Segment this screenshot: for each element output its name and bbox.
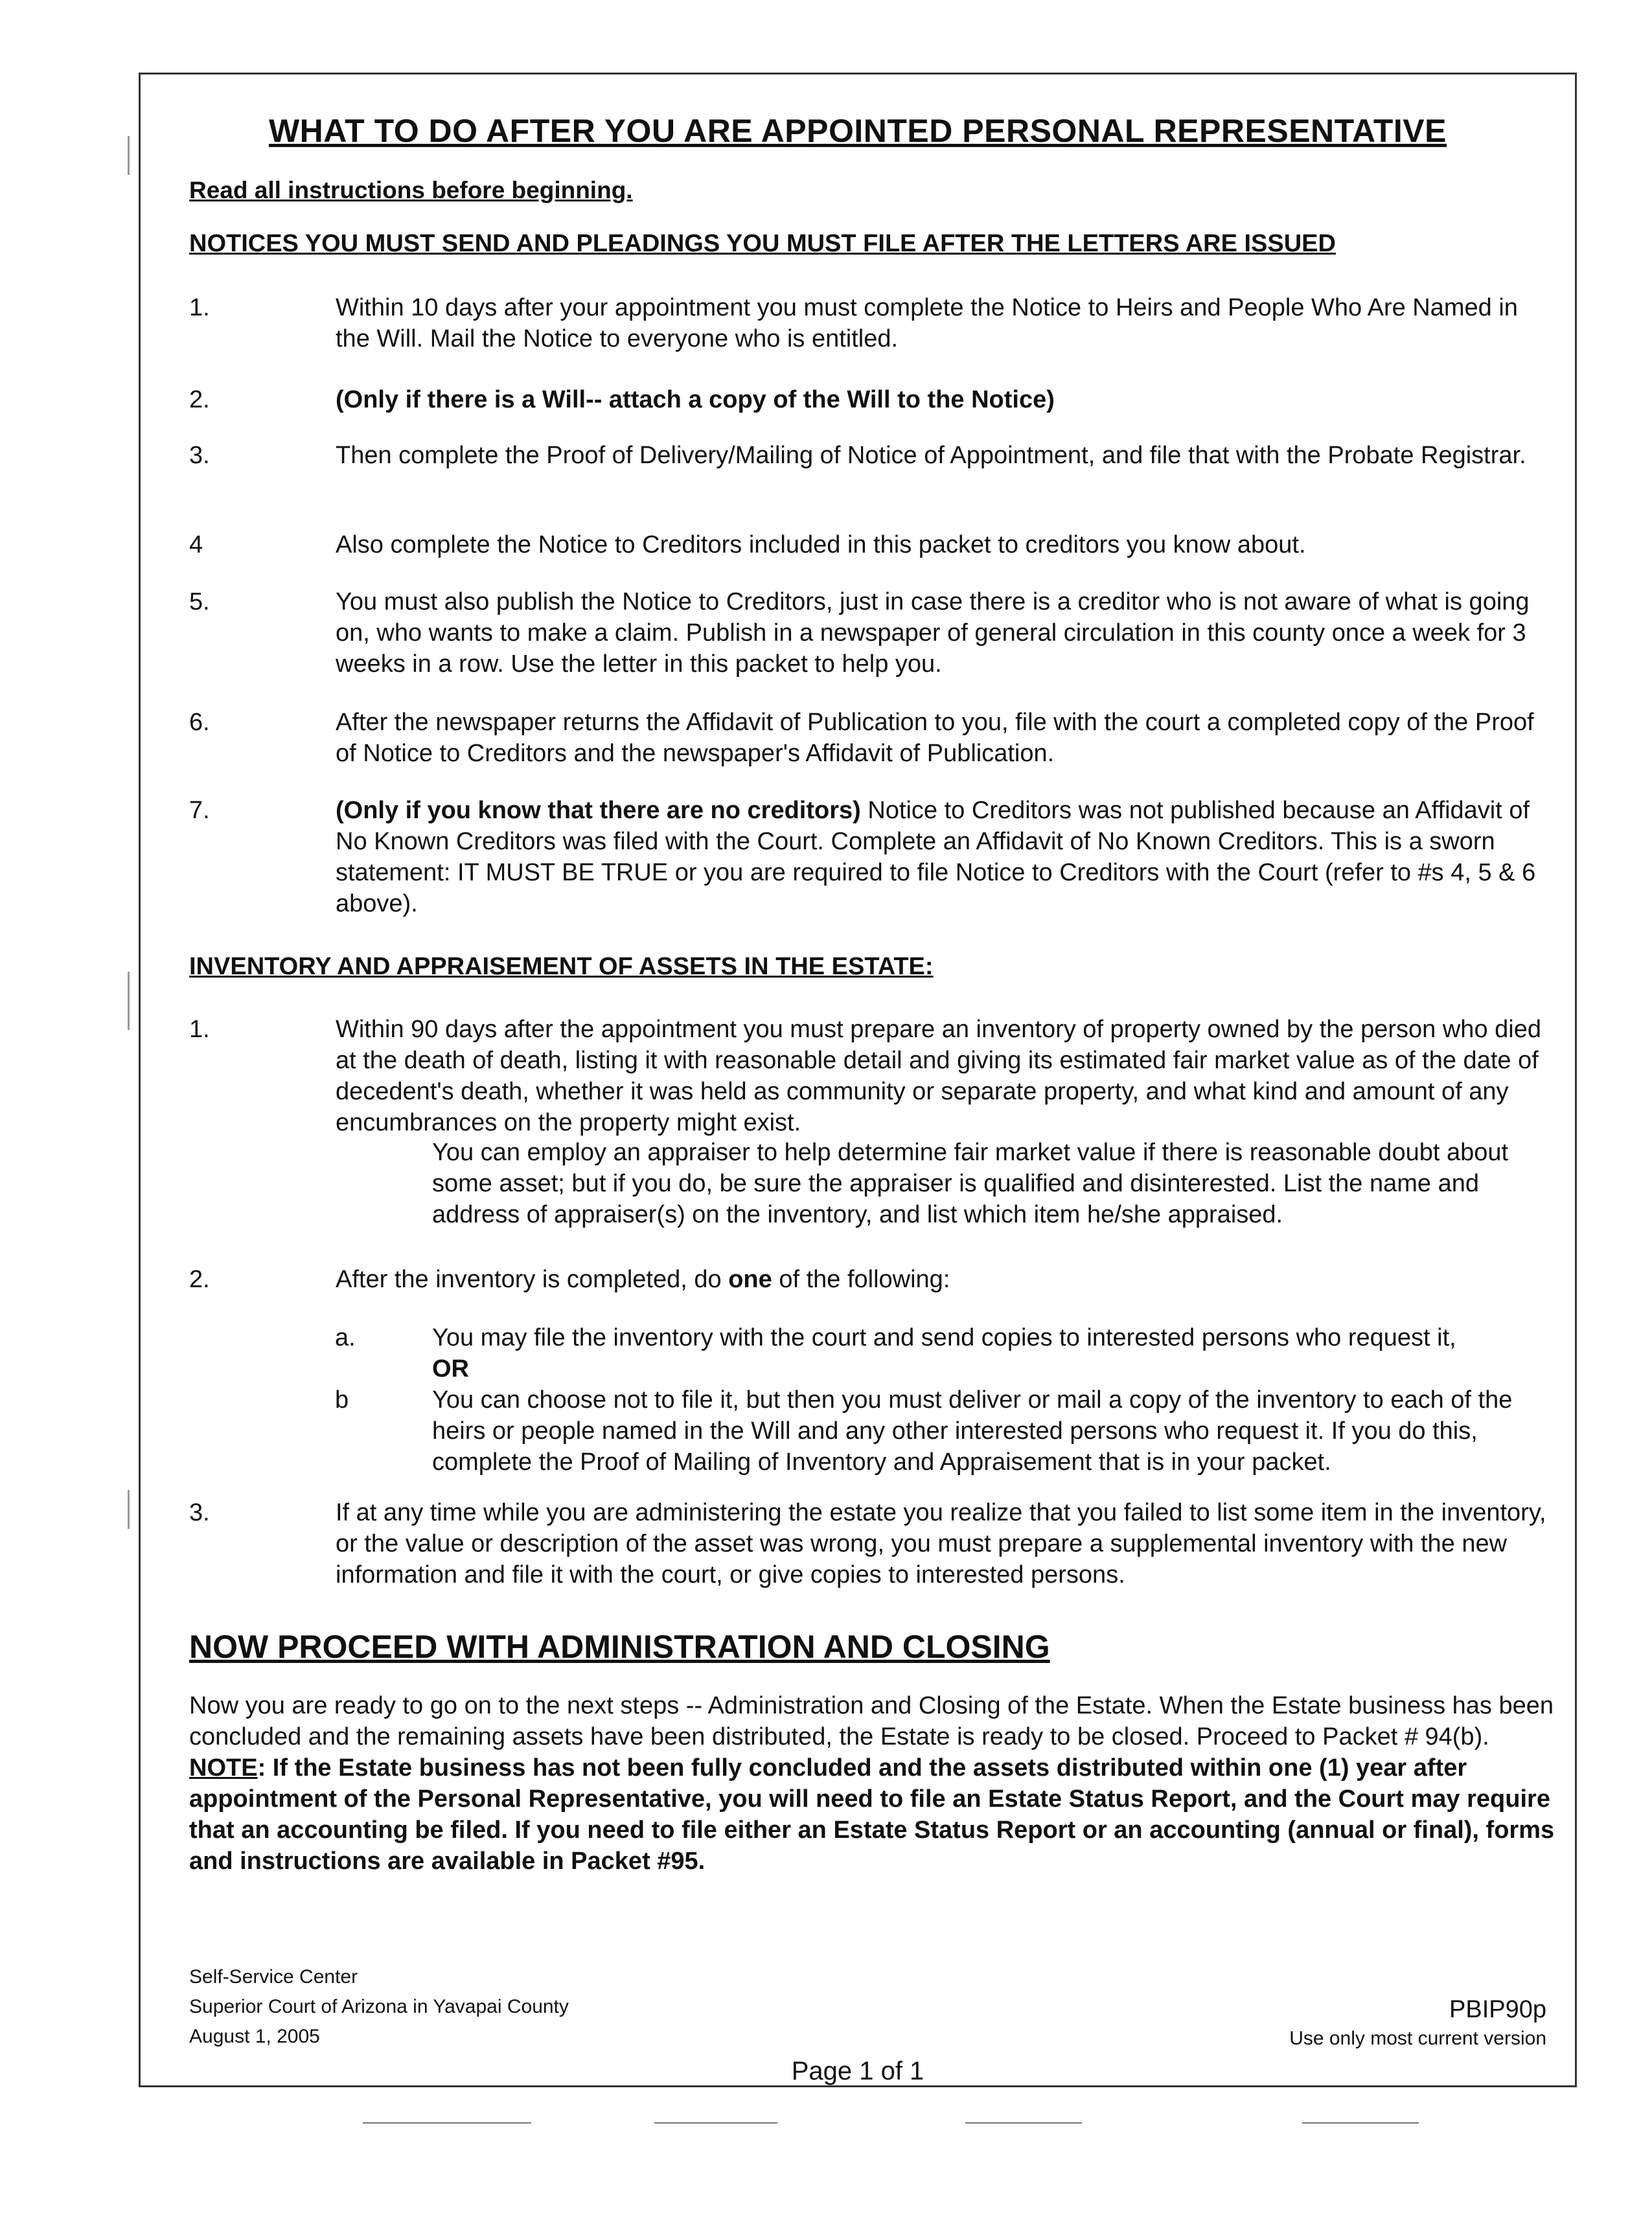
item-text-post: of the following: — [772, 1266, 950, 1293]
inventory-subitem-a — [335, 1322, 1553, 1384]
item-number: 2. — [189, 386, 210, 413]
subitem-text: You may file the inventory with the court and send copies to interested persons who request it, — [432, 1324, 1456, 1351]
item-text: (Only if there is a Will-- attach a copy of the Will to the Notice) — [336, 386, 1055, 413]
page-border — [139, 73, 1577, 2087]
notice-item-4 — [189, 529, 1556, 560]
scan-mark — [128, 136, 130, 175]
item-number: 5. — [189, 588, 210, 615]
form-code: PBIP90p — [1449, 1996, 1546, 2023]
notice-item-7 — [189, 795, 1556, 919]
closing-paragraph — [189, 1690, 1563, 1877]
notice-item-1 — [189, 292, 1556, 354]
scan-mark — [128, 972, 130, 1030]
item-number: 6. — [189, 709, 210, 736]
item-text — [432, 1322, 1553, 1384]
footer-line-1: Self-Service Center — [189, 1966, 358, 1988]
item-text-rest: Notice to Creditors was not published because an Affidavit of No Known Creditors was filed with the Court. Complete an Affidavit of No Known Creditors. This is a sworn statement: IT MUST BE TRUE or you are required to file Notice to Creditors with the Court (refer to #s 4, 5 & 6 above). — [336, 797, 1536, 917]
or-label: OR — [432, 1355, 469, 1382]
page-title: WHAT TO DO AFTER YOU ARE APPOINTED PERSONAL REPRESENTATIVE — [268, 113, 1447, 149]
notices-heading: NOTICES YOU MUST SEND AND PLEADINGS YOU MUST FILE AFTER THE LETTERS ARE ISSUED — [189, 230, 1336, 257]
item-number: b — [335, 1386, 349, 1414]
inventory-item-1 — [189, 1014, 1556, 1138]
appraiser-paragraph: You can employ an appraiser to help determine fair market value if there is reasonable doubt about some asset; but if you do, be sure the appraiser is qualified and disinterested. List the name and address of appraiser(s) on the inventory, and list which item he/she appraised. — [432, 1139, 1509, 1228]
version-note: Use only most current version — [1289, 2028, 1546, 2049]
footer-source — [189, 1962, 569, 2052]
inventory-heading: INVENTORY AND APPRAISEMENT OF ASSETS IN THE ESTATE: — [189, 953, 934, 980]
item-number: 2. — [189, 1266, 210, 1293]
notice-item-2 — [189, 384, 1556, 415]
notice-item-6 — [189, 707, 1556, 769]
item-text: You can choose not to file it, but then you must deliver or mail a copy of the inventory to each of the heirs or people named in the Will and any other interested persons who request it. If you do this, complete the Proof of Mailing of Inventory and Appraisement that is in your packet. — [432, 1386, 1513, 1476]
divider — [654, 2122, 777, 2124]
item-text — [336, 795, 1556, 919]
footer-line-2: Superior Court of Arizona in Yavapai County — [189, 1996, 569, 2017]
divider — [363, 2122, 531, 2124]
scan-mark — [128, 1490, 130, 1529]
closing-text: Now you are ready to go on to the next steps -- Administration and Closing of the Estate. When the Estate business has been concluded and the remaining assets have been distributed, the Estate is ready to be closed. Proceed to Packet # 94(b). — [189, 1692, 1554, 1750]
item-number: 3. — [189, 1499, 210, 1526]
item-number: 4 — [189, 531, 203, 558]
item-number: 1. — [189, 294, 210, 321]
item-text: After the newspaper returns the Affidavit of Publication to you, file with the court a completed copy of the Proof of Notice to Creditors and the newspaper's Affidavit of Publication. — [336, 709, 1534, 767]
instructions-note: Read all instructions before beginning. — [189, 177, 633, 203]
item-number: 7. — [189, 797, 210, 824]
inventory-item-2 — [189, 1264, 1556, 1295]
divider — [965, 2122, 1082, 2124]
item-text: You must also publish the Notice to Creditors, just in case there is a creditor who is not aware of what is going on, who wants to make a claim. Publish in a newspaper of general circulation in this county once a week for 3 weeks in a row. Use the letter in this packet to help you. — [336, 588, 1530, 678]
item-text: Within 90 days after the appointment you must prepare an inventory of property owned by the person who died at the death of death, listing it with reasonable detail and giving its estimated fair market value as of the date of decedent's death, whether it was held as community or separate property, and what kind and amount of any encumbrances on the property might exist. — [336, 1016, 1541, 1136]
notice-item-5 — [189, 586, 1556, 680]
item-text: Then complete the Proof of Delivery/Mailing of Notice of Appointment, and file that with the Probate Registrar. — [336, 442, 1526, 469]
inventory-subitem-b — [335, 1384, 1553, 1478]
footer-form-info — [1289, 1996, 1546, 2050]
item-number: a. — [335, 1324, 356, 1351]
item-text — [336, 1264, 1556, 1295]
closing-heading: NOW PROCEED WITH ADMINISTRATION AND CLOSING — [189, 1629, 1050, 1665]
item-text: Within 10 days after your appointment you must complete the Notice to Heirs and People Who Are Named in the Will. Mail the Notice to everyone who is entitled. — [336, 294, 1518, 352]
item-text: Also complete the Notice to Creditors included in this packet to creditors you know about. — [336, 531, 1306, 558]
item-number: 1. — [189, 1016, 210, 1043]
note-label: NOTE — [189, 1754, 258, 1782]
item-bold-lead: (Only if you know that there are no creditors) — [336, 797, 861, 824]
inventory-item-3 — [189, 1497, 1556, 1590]
item-text-pre: After the inventory is completed, do — [336, 1266, 729, 1293]
item-text: If at any time while you are administering the estate you realize that you failed to list some item in the inventory, or the value or description of the asset was wrong, you must prepare a supplemental inventory with the new information and file it with the court, or give copies to interested persons. — [336, 1499, 1546, 1588]
footer-line-3: August 1, 2005 — [189, 2026, 320, 2047]
page-number: Page 1 of 1 — [791, 2057, 924, 2085]
item-number: 3. — [189, 442, 210, 469]
note-text: : If the Estate business has not been fully concluded and the assets distributed within one (1) year after appointment of the Personal Representative, you will need to file an Estate Status Report, and the Court may require that an accounting be filed. If you need to file either an Estate Status Report or an accounting (annual or final), forms and instructions are available in Packet #95. — [189, 1754, 1555, 1875]
item-text-bold: one — [728, 1266, 772, 1293]
notice-item-3 — [189, 440, 1556, 471]
divider — [1302, 2122, 1419, 2124]
